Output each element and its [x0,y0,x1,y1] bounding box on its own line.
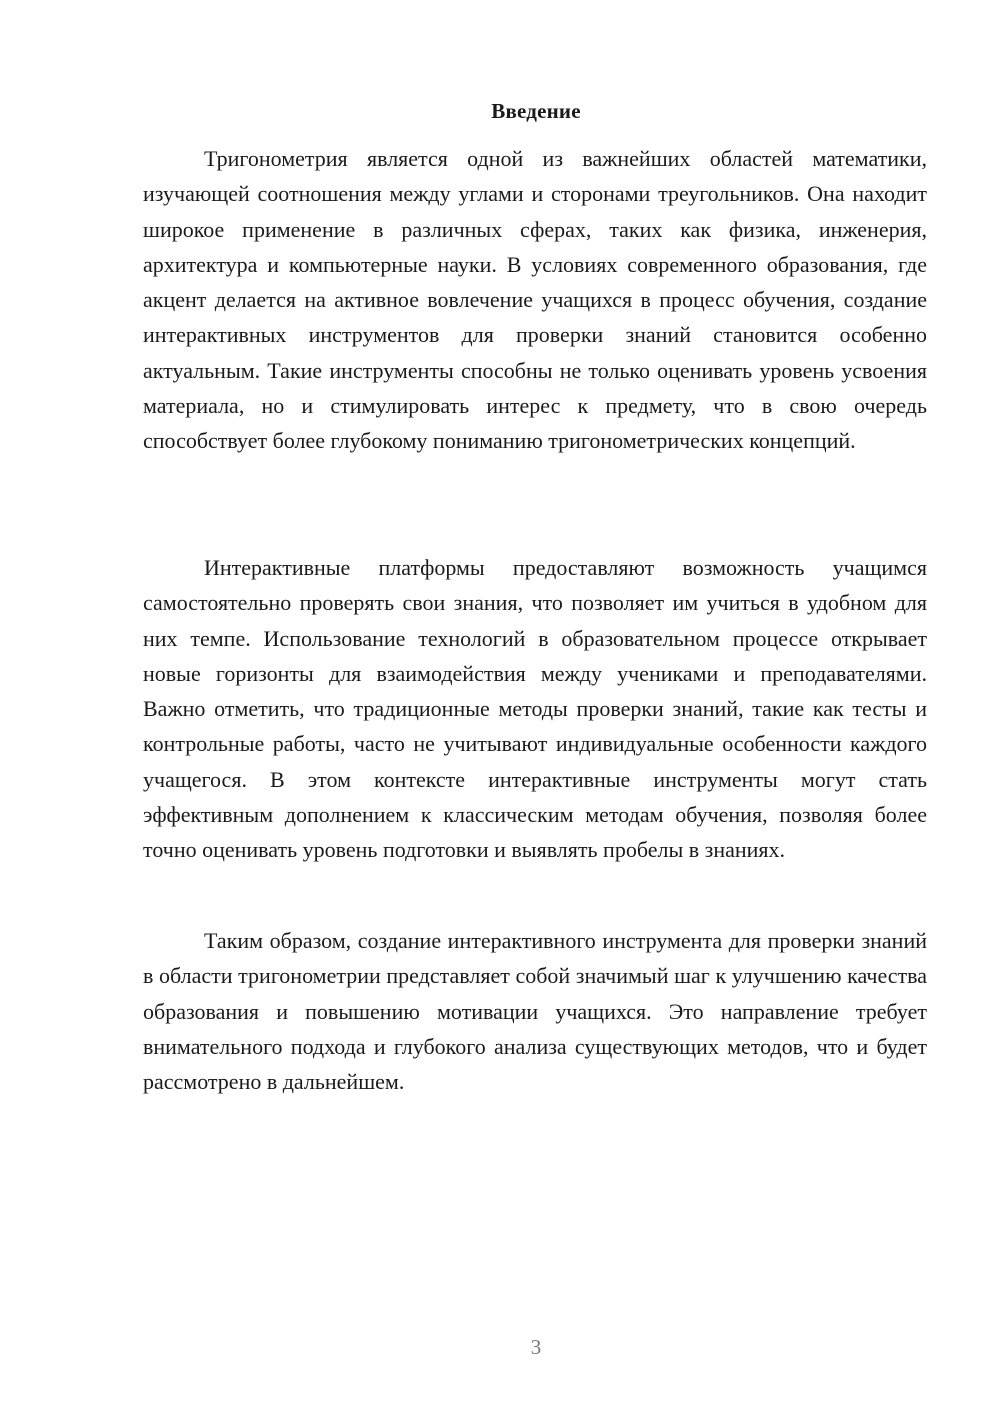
paragraph-3: Таким образом, создание интерактивного инструмента для проверки знаний в области тригонометрии представляет собой значимый шаг к улучшению качества образования и повышению мотивации учащихся. Это направление требует внимательного подхода и глубокого анализа существующих методов, что и будет рассмотрено в дальнейшем. [143,928,927,1095]
section-heading: Введение [491,99,581,123]
paragraph-1: Тригонометрия является одной из важнейших областей математики, изучающей соотношения между углами и сторонами треугольников. Она находит широкое применение в различных сферах, таких как физика, инженерия, архитектура и компьютерные науки. В условиях современного образования, где акцент делается на активное вовлечение учащихся в процесс обучения, создание интерактивных инструментов для проверки знаний становится особенно актуальным. Такие инструменты способны не только оценивать уровень усвоения материала, но и стимулировать интерес к предмету, что в свою очередь способствует более глубокому пониманию тригонометрических концепций. [143,146,927,454]
page-number: 3 [530,1335,542,1359]
paragraph-2: Интерактивные платформы предоставляют возможность учащимся самостоятельно проверять свои знания, что позволяет им учиться в удобном для них темпе. Использование технологий в образовательном процессе открывает новые горизонты для взаимодействия между учениками и преподавателями. Важно отметить, что традиционные методы проверки знаний, такие как тесты и контрольные работы, часто не учитывают индивидуальные особенности каждого учащегося. В этом контексте интерактивные инструменты могут стать эффективным дополнением к классическим методам обучения, позволяя более точно оценивать уровень подготовки и выявлять пробелы в знаниях. [143,555,927,863]
